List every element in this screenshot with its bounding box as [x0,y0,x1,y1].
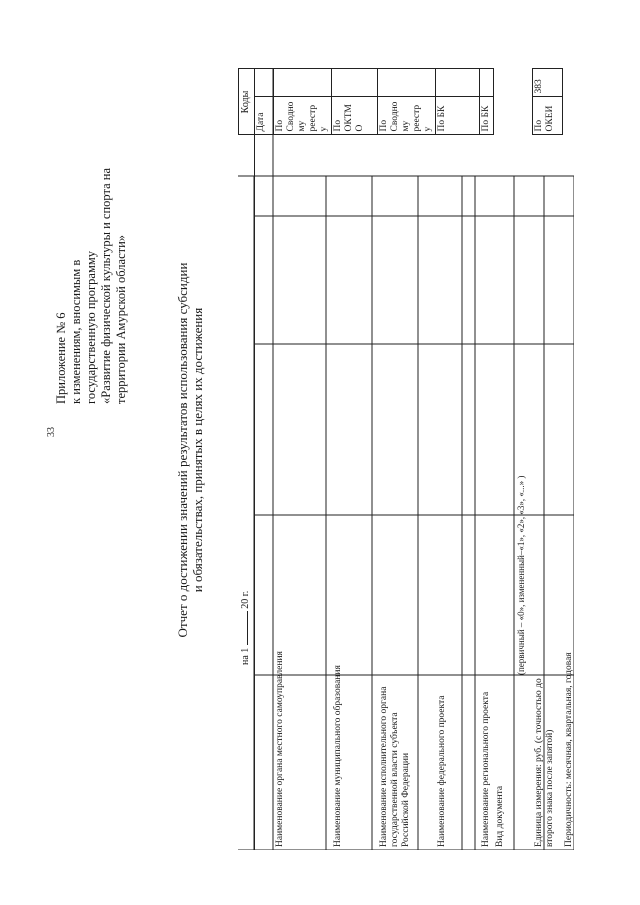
row-code-value [436,69,480,97]
header-blank [239,135,255,850]
date-row-blank [255,135,274,850]
row-blank [563,69,593,135]
date-label: Дата [255,97,274,135]
report-form-table [238,68,593,850]
date-suffix: 20 г. [239,590,251,609]
appendix-line: Приложение № 6 [54,312,68,404]
page-number: 33 [46,427,57,437]
row-code-value: 383 [533,69,563,97]
report-title-line: и обязательствах, принятых в целях их достижения [190,307,205,593]
appendix-line: территории Амурской области» [114,234,128,404]
row-code-label: По Сводному реестру [274,97,332,135]
row-code-label: По ОКТМО [332,97,378,135]
row-label-cell [332,135,378,850]
row-label-cell [274,135,332,850]
row-code-value [332,69,378,97]
row-code-label: По БК [480,97,494,135]
row-code-label: По ОКЕИ [533,97,563,135]
row-label: Единица измерения: руб. (с точностью до второго знака после запятой) [533,678,555,847]
row-code-value [378,69,436,97]
row-label: Наименование органа местного самоуправления [274,651,285,847]
date-prefix: на 1 [239,647,251,665]
row-code-label: По Сводному реестру [378,97,436,135]
row-label-cell [378,135,436,850]
row-code-label: По БК [436,97,480,135]
appendix-line: государственную программу [84,250,98,404]
row-code-value [480,69,494,97]
row-label-cell [494,135,533,850]
row-label: Наименование муниципального образования [332,665,343,847]
report-title-line: Отчет о достижении значений результатов использования субсидии [175,262,190,638]
row-label: Наименование исполнительного органа государственной власти субъекта Российской Федерации [378,686,411,847]
report-title [175,50,205,850]
row-label: Наименование федерального проекта [436,695,447,847]
row-label: Вид документа [494,785,505,847]
row-label: Периодичность: месячная, квартальная, годовая [563,652,574,847]
row-label-cell [533,135,563,850]
row-code-value [274,69,332,97]
date-value [255,69,274,97]
row-blank [494,69,533,135]
appendix-block [54,168,129,404]
codes-header: Коды [239,69,255,135]
row-label-cell [563,135,593,850]
row-label: Наименование регионального проекта [480,691,491,847]
row-label-cell [436,135,480,850]
row-label-cell [480,135,494,850]
appendix-line: «Развитие физической культуры и спорта на [99,167,113,404]
appendix-line: к изменениям, вносимым в [69,259,83,404]
document-type-note: (первичный – «0», измененный–«1», «2», «3», «...» ) [515,475,526,675]
rotated-document-content [40,50,600,850]
